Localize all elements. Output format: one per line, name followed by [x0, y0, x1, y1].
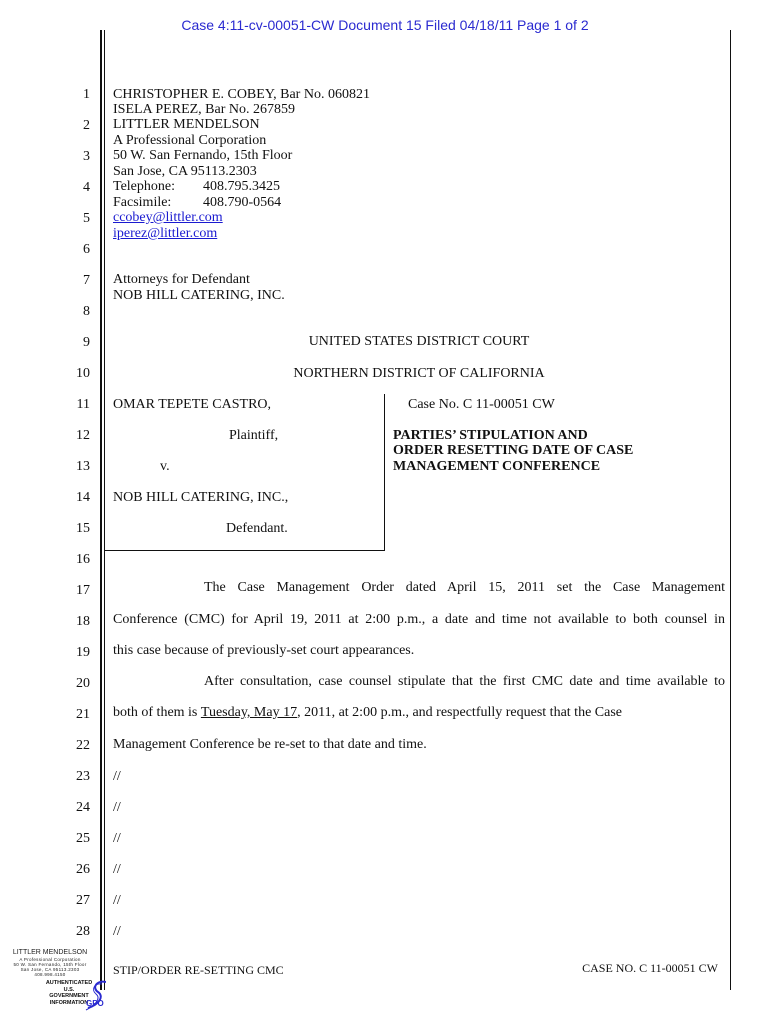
line-number: 25 — [76, 831, 90, 846]
footer-firm-name: LITTLER MENDELSON — [12, 949, 88, 956]
firm-address-1: 50 W. San Fernando, 15th Floor — [113, 148, 293, 163]
firm-address-2: San Jose, CA 95113.2303 — [113, 164, 257, 179]
client-name: NOB HILL CATERING, INC. — [113, 288, 285, 303]
continuation-slashes: // — [113, 862, 121, 877]
telephone-number: 408.795.3425 — [203, 179, 280, 194]
document-title-3: MANAGEMENT CONFERENCE — [393, 459, 601, 474]
telephone-label: Telephone: — [113, 179, 175, 194]
body-paragraph-1-line-2: Conference (CMC) for April 19, 2011 at 2:00 p.m., a date and time not available to both counsel in — [113, 612, 725, 627]
line-number: 23 — [76, 769, 90, 784]
firm-type: A Professional Corporation — [113, 133, 267, 148]
line-number: 14 — [76, 490, 90, 505]
line-number: 16 — [76, 552, 90, 567]
line-number: 15 — [76, 521, 90, 536]
body-text: both of them is — [113, 705, 201, 720]
case-number: Case No. C 11-00051 CW — [408, 397, 555, 412]
line-number: 24 — [76, 800, 90, 815]
line-number: 7 — [83, 273, 90, 288]
document-title-2: ORDER RESETTING DATE OF CASE — [393, 443, 634, 458]
line-number: 26 — [76, 862, 90, 877]
line-number: 18 — [76, 614, 90, 629]
gpo-line: INFORMATION — [49, 999, 89, 1006]
line-number: 2 — [83, 118, 90, 133]
caption-divider-horizontal — [104, 550, 385, 551]
line-number: 10 — [76, 366, 90, 381]
email-link-2[interactable]: iperez@littler.com — [113, 226, 218, 241]
footer-firm-block — [0, 949, 100, 977]
caption-divider-vertical — [384, 394, 385, 550]
gpo-line: U.S. GOVERNMENT — [49, 986, 89, 999]
line-number: 6 — [83, 242, 90, 257]
left-margin-rule — [100, 30, 102, 990]
line-number: 13 — [76, 459, 90, 474]
line-number: 17 — [76, 583, 90, 598]
defendant-name: NOB HILL CATERING, INC., — [113, 490, 289, 505]
continuation-slashes: // — [113, 831, 121, 846]
footer-document-title: STIP/ORDER RE-SETTING CMC — [113, 963, 284, 977]
right-margin-rule — [730, 30, 731, 990]
counsel-name: CHRISTOPHER E. COBEY, Bar No. 060821 — [113, 87, 370, 102]
line-number: 20 — [76, 676, 90, 691]
versus: v. — [160, 459, 170, 474]
body-paragraph-2-line-1: After consultation, case counsel stipulate that the first CMC date and time available to — [204, 674, 725, 689]
firm-name: LITTLER MENDELSON — [113, 117, 260, 132]
body-paragraph-2-line-2 — [113, 705, 725, 721]
defendant-role: Defendant. — [226, 521, 288, 536]
body-paragraph-2-line-3: Management Conference be re-set to that date and time. — [113, 737, 427, 752]
email-link-1[interactable]: ccobey@littler.com — [113, 210, 223, 225]
court-name: UNITED STATES DISTRICT COURT — [308, 334, 530, 349]
continuation-slashes: // — [113, 769, 121, 784]
line-number: 11 — [76, 397, 90, 412]
line-number: 8 — [83, 304, 90, 319]
line-number: 28 — [76, 924, 90, 939]
court-district: NORTHERN DISTRICT OF CALIFORNIA — [293, 366, 545, 381]
line-number: 19 — [76, 645, 90, 660]
continuation-slashes: // — [113, 893, 121, 908]
line-number: 5 — [83, 211, 90, 226]
footer-firm-type: A Professional Corporation — [19, 957, 81, 962]
footer-firm-phone: 408.998.4150 — [34, 972, 66, 977]
cmc-date: Tuesday, May 17 — [200, 705, 298, 720]
footer-case-number: CASE NO. C 11-00051 CW — [582, 961, 718, 975]
continuation-slashes: // — [113, 800, 121, 815]
line-number: 9 — [83, 335, 90, 350]
attorneys-for: Attorneys for Defendant — [113, 272, 250, 287]
gpo-mark: GPO — [86, 999, 104, 1008]
body-text: , 2011, at 2:00 p.m., and respectfully request that the Case — [297, 705, 622, 720]
line-number: 3 — [83, 149, 90, 164]
counsel-name-2: ISELA PEREZ, Bar No. 267859 — [113, 102, 295, 117]
continuation-slashes: // — [113, 924, 121, 939]
line-number: 4 — [83, 180, 90, 195]
document-title-1: PARTIES’ STIPULATION AND — [393, 428, 588, 443]
page-header: Case 4:11-cv-00051-CW Document 15 Filed 04/18/11 Page 1 of 2 — [181, 17, 589, 33]
footer-firm-address-1: 50 W. San Fernando, 15th Floor — [13, 962, 87, 967]
footer-firm-address-2: San Jose, CA 95113.2303 — [20, 967, 80, 972]
left-margin-rule-inner — [104, 30, 105, 990]
body-paragraph-1-line-3: this case because of previously-set court appearances. — [113, 643, 415, 658]
facsimile-number: 408.790-0564 — [203, 195, 282, 210]
line-number: 22 — [76, 738, 90, 753]
body-paragraph-1-line-1: The Case Management Order dated April 15, 2011 set the Case Management — [204, 580, 725, 595]
line-number: 27 — [76, 893, 90, 908]
plaintiff-name: OMAR TEPETE CASTRO, — [113, 397, 272, 412]
line-number: 21 — [76, 707, 90, 722]
line-number: 1 — [83, 87, 90, 102]
plaintiff-role: Plaintiff, — [229, 428, 279, 443]
gpo-line: AUTHENTICATED — [45, 980, 93, 986]
facsimile-label: Facsimile: — [113, 195, 172, 210]
line-number: 12 — [76, 428, 90, 443]
